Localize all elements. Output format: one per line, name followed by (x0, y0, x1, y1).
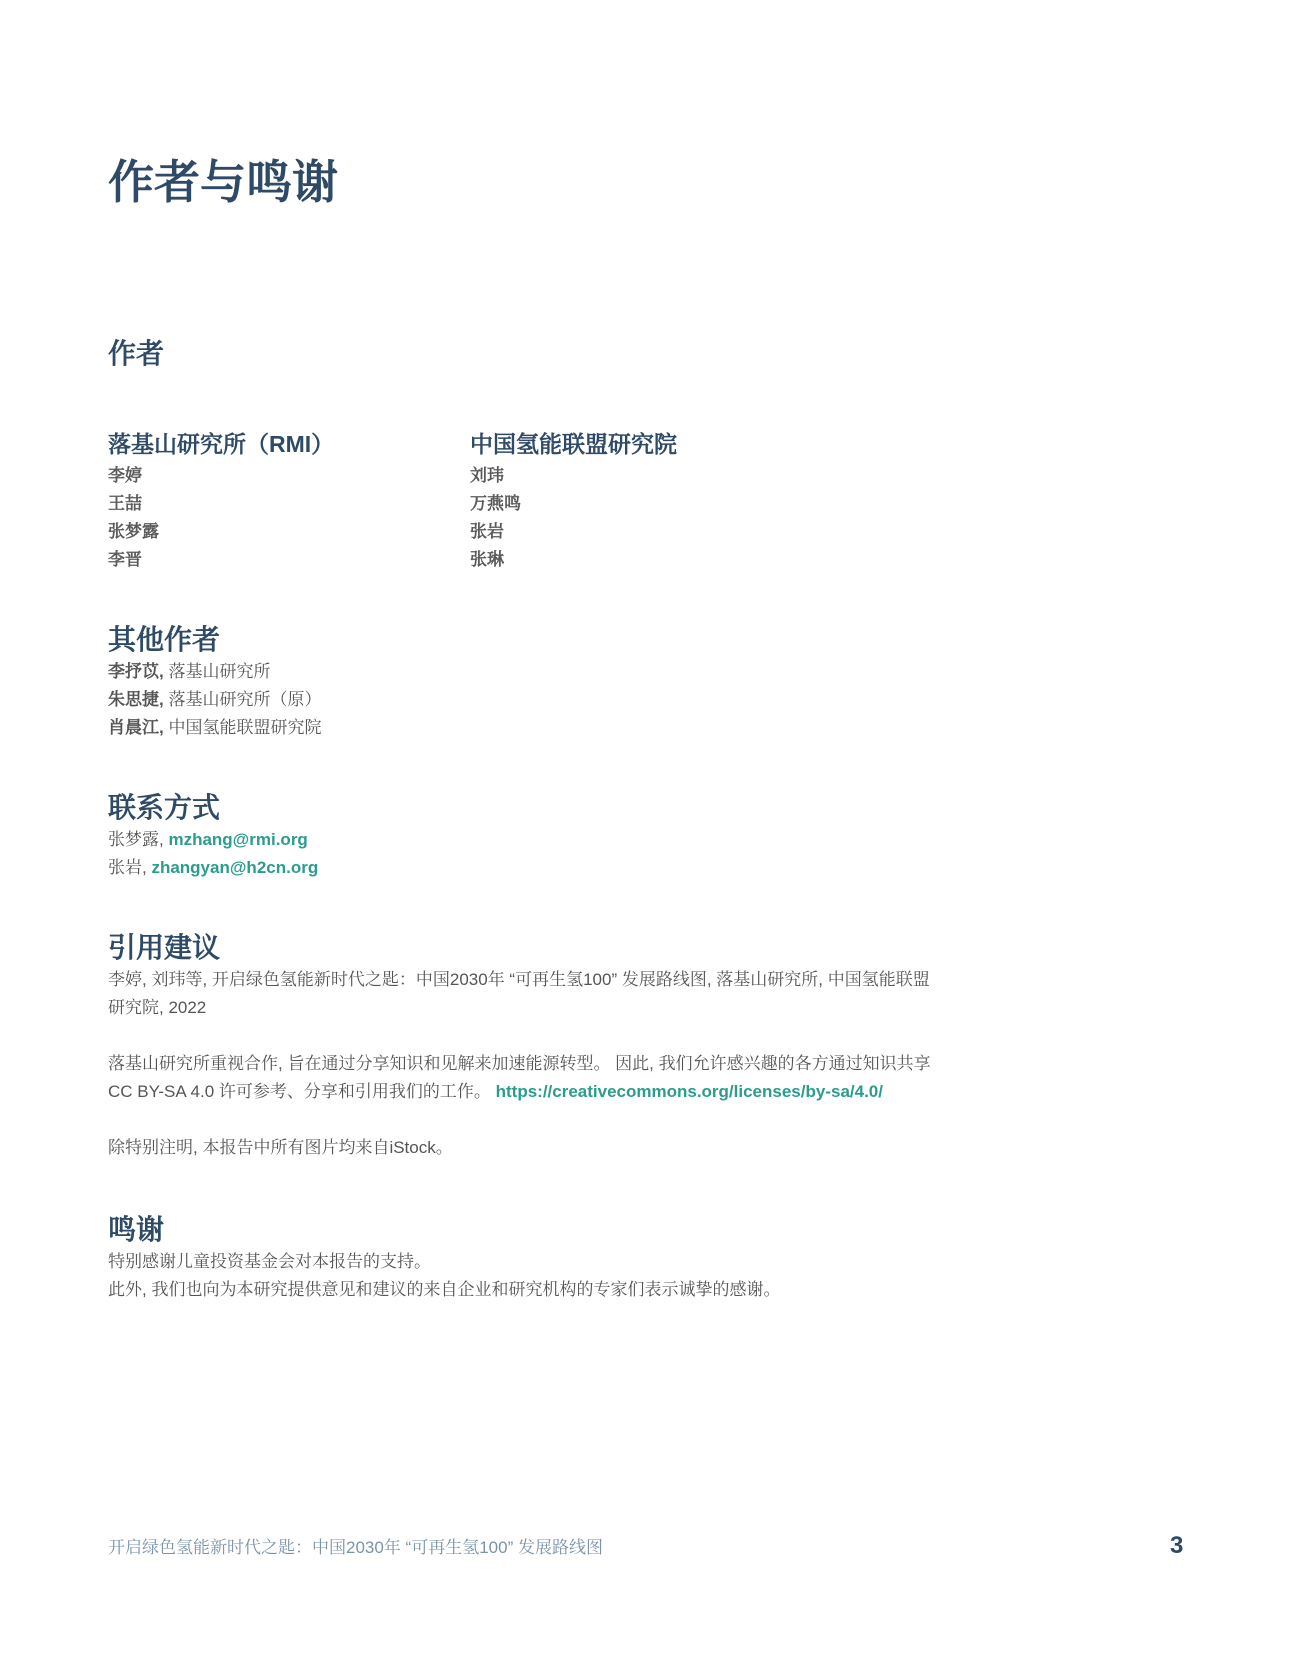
contact-name: 张梦露, (108, 830, 169, 849)
citation-text: 李婷, 刘玮等, 开启绿色氢能新时代之匙：中国2030年 “可再生氢100” 发展路线图, 落基山研究所, 中国氢能联盟 (108, 970, 930, 989)
author-name: 李婷 (108, 466, 142, 485)
author-org-h2cn: 中国氢能联盟研究院 (470, 431, 677, 457)
author-column-rmi (108, 428, 334, 574)
license-text: CC BY-SA 4.0 许可参考、分享和引用我们的工作。 (108, 1082, 496, 1101)
other-author-item (108, 714, 1008, 742)
author-name: 刘玮 (470, 466, 504, 485)
other-authors-list (108, 658, 1008, 742)
author-name: 张岩 (470, 522, 504, 541)
author-name: 万燕鸣 (470, 494, 521, 513)
email-link[interactable]: zhangyan@h2cn.org (151, 858, 319, 877)
author-org-rmi: 落基山研究所（RMI） (108, 431, 335, 457)
license-link[interactable]: https://creativecommons.org/licenses/by-sa/4.0/ (495, 1082, 883, 1101)
citation-heading: 引用建议 (108, 932, 221, 963)
contact-name: 张岩, (108, 858, 152, 877)
citation-body (108, 966, 1008, 1162)
photo-credit-note: 除特别注明, 本报告中所有图片均来自iStock。 (108, 1138, 453, 1157)
author-name: 李晋 (108, 550, 142, 569)
acknowledgments-heading: 鸣谢 (108, 1214, 165, 1245)
other-author-name: 肖晨江, (108, 718, 164, 737)
contact-item (108, 854, 1008, 882)
contact-list (108, 826, 1008, 882)
authors-heading: 作者 (108, 338, 165, 369)
author-column-h2cn (470, 428, 677, 574)
other-author-name: 朱思捷, (108, 690, 164, 709)
other-author-affiliation: 落基山研究所（原） (163, 690, 322, 709)
author-name: 张梦露 (108, 522, 159, 541)
other-author-affiliation: 中国氢能联盟研究院 (163, 718, 322, 737)
other-author-item (108, 658, 1008, 686)
page-title: 作者与鸣谢 (108, 156, 338, 208)
acknowledgments-body (108, 1248, 1008, 1304)
other-author-item (108, 686, 1008, 714)
author-name: 王喆 (108, 494, 142, 513)
acknowledgment-text: 特别感谢儿童投资基金会对本报告的支持。 (108, 1252, 431, 1271)
other-author-name: 李抒苡, (108, 662, 164, 681)
other-authors-heading: 其他作者 (108, 624, 221, 655)
license-line (108, 1078, 1008, 1106)
email-link[interactable]: mzhang@rmi.org (168, 830, 308, 849)
license-text: 落基山研究所重视合作, 旨在通过分享知识和见解来加速能源转型。 因此, 我们允许感兴趣的各方通过知识共享 (108, 1054, 931, 1073)
acknowledgment-text: 此外, 我们也向为本研究提供意见和建议的来自企业和研究机构的专家们表示诚挚的感谢。 (108, 1280, 781, 1299)
other-author-affiliation: 落基山研究所 (163, 662, 271, 681)
page-number: 3 (1170, 1532, 1184, 1559)
citation-text: 研究院, 2022 (108, 998, 207, 1017)
footer-report-title: 开启绿色氢能新时代之匙：中国2030年 “可再生氢100” 发展路线图 (108, 1538, 603, 1557)
contact-heading: 联系方式 (108, 792, 221, 823)
contact-item (108, 826, 1008, 854)
author-name: 张琳 (470, 550, 504, 569)
